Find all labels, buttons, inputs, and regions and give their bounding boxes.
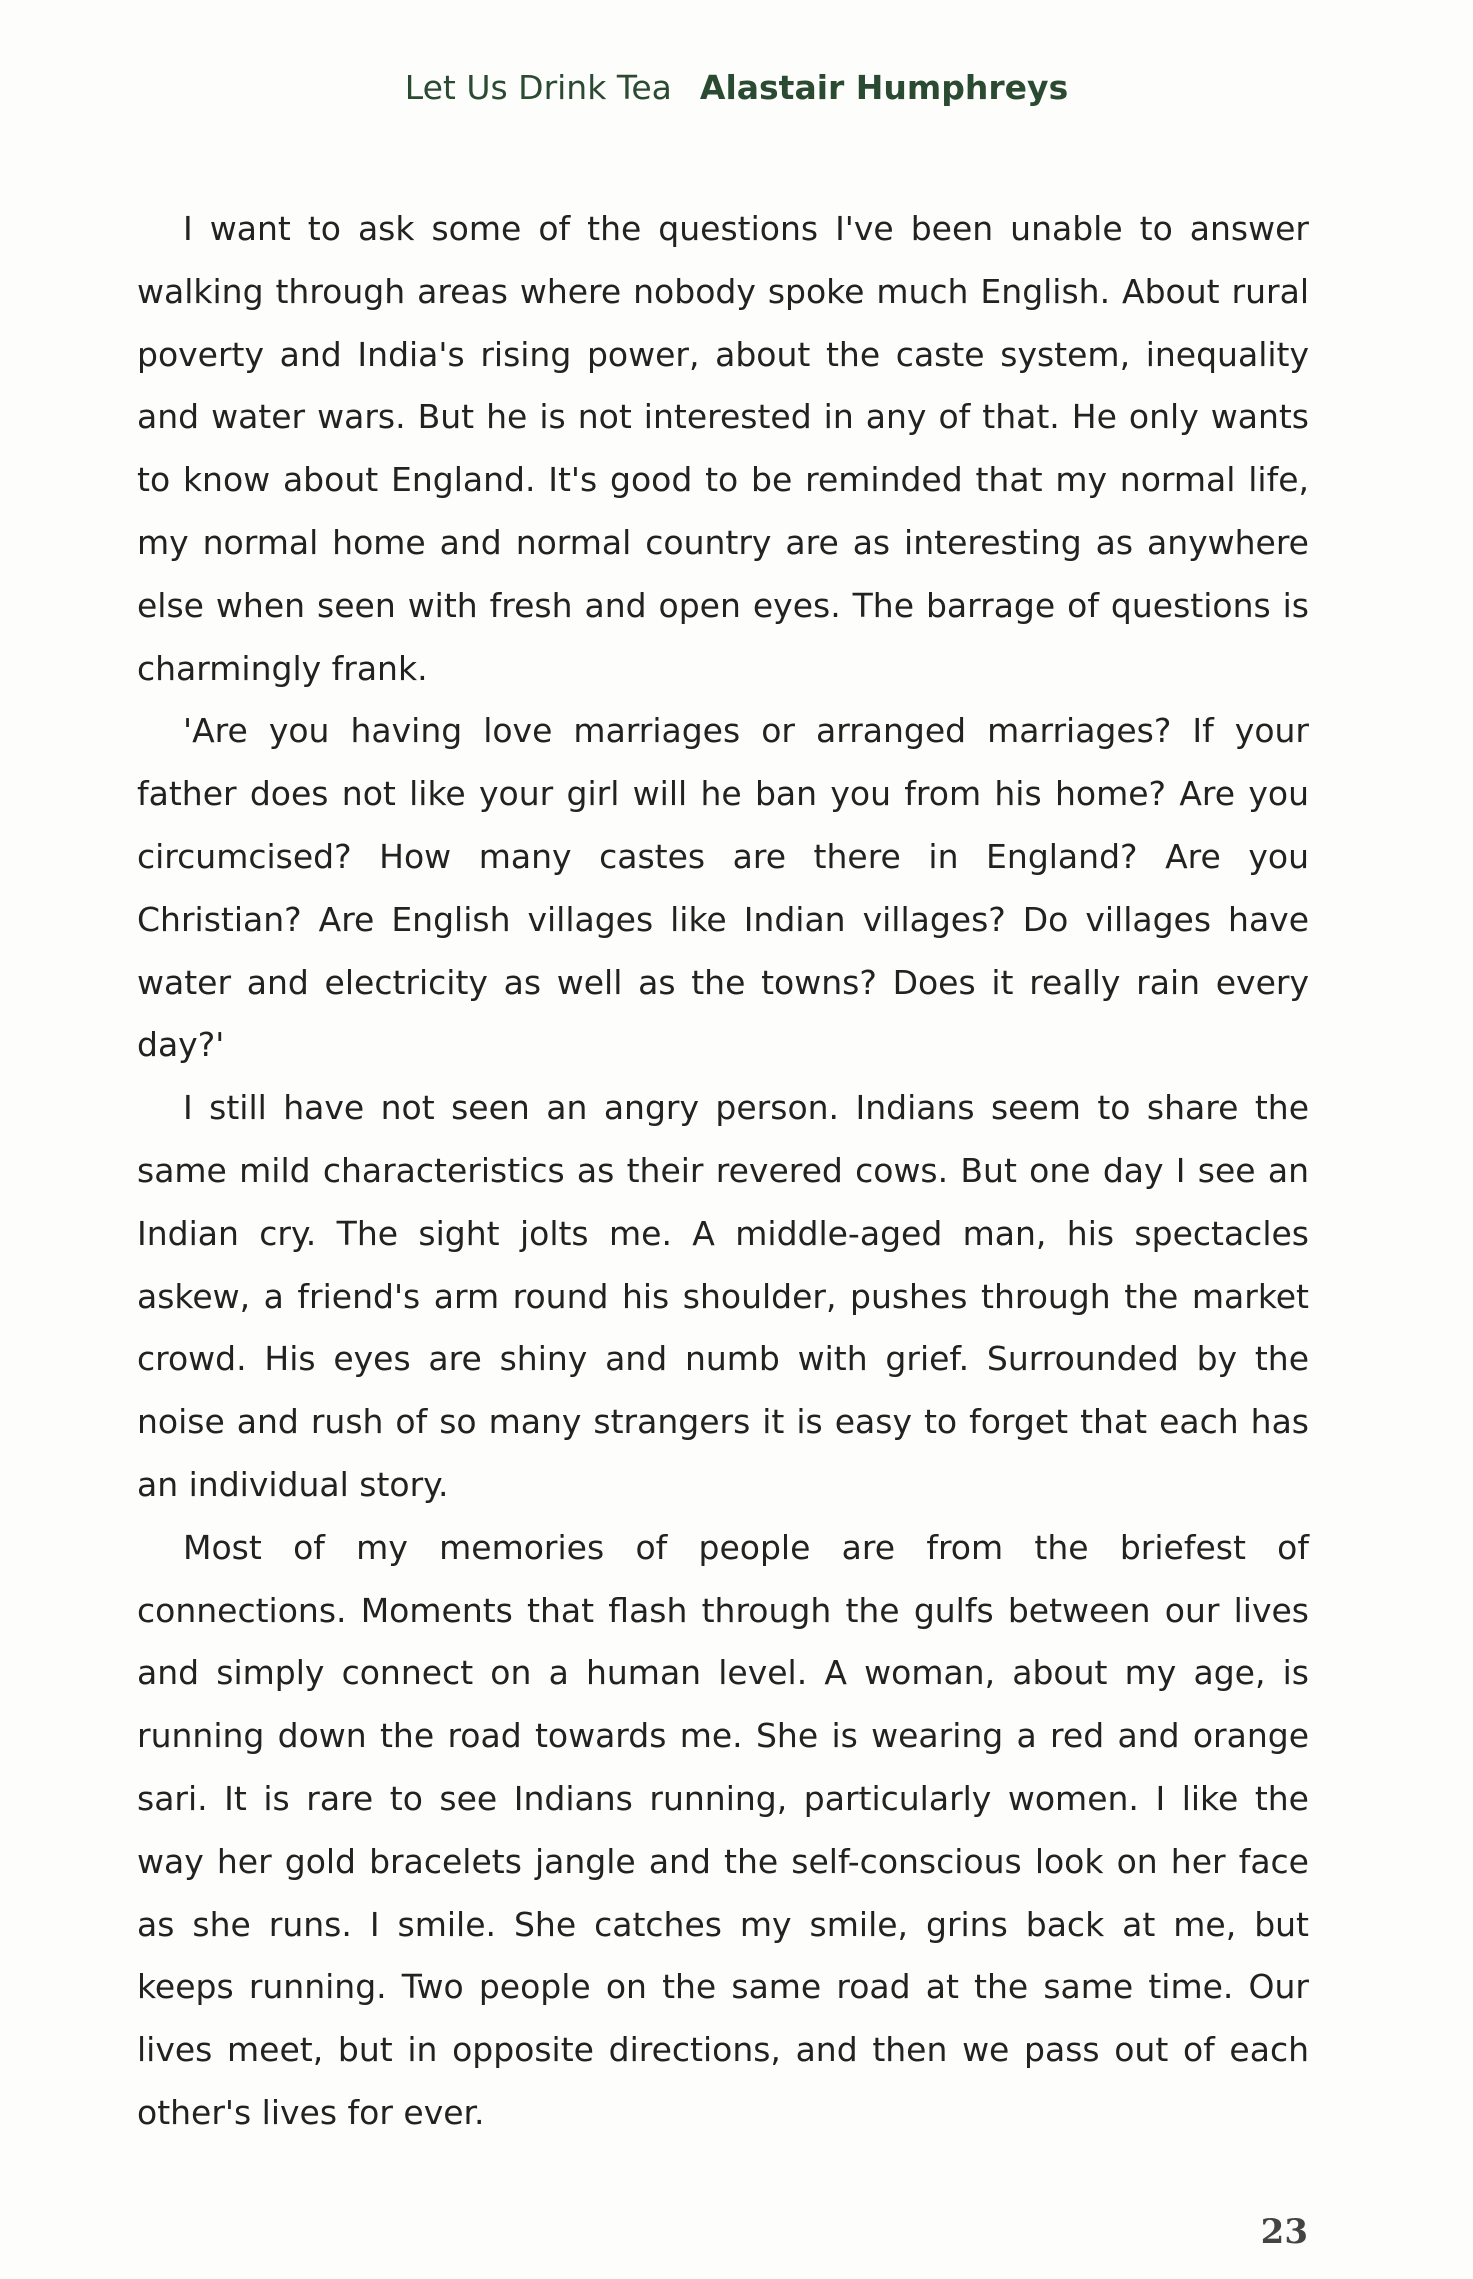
- book-title: Let Us Drink Tea: [404, 68, 672, 107]
- author-name: Alastair Humphreys: [699, 68, 1069, 107]
- paragraph: 'Are you having love marriages or arranged marriages? If your father does not like your girl will he ban you from his home? Are you circumcised? How many castes are there in England? Are you Christian? Are English villages like Indian villages? Do villages have water and electricity as well as the towns? Does it really rain every day?': [137, 711, 1309, 1065]
- page-number: 23: [1260, 2212, 1308, 2252]
- paragraph: Most of my memories of people are from the briefest of connections. Moments that flash through the gulfs between our lives and simply connect on a human level. A woman, about my age, is running down the road towards me. She is wearing a red and orange sari. It is rare to see Indians running, particularly women. I like the way her gold bracelets jangle and the self-conscious look on her face as she runs. I smile. She catches my smile, grins back at me, but keeps running. Two people on the same road at the same time. Our lives meet, but in opposite directions, and then we pass out of each other's lives for ever.: [137, 1527, 1309, 2132]
- paragraph: I still have not seen an angry person. Indians seem to share the same mild characteristics as their revered cows. But one day I see an Indian cry. The sight jolts me. A middle-aged man, his spectacles askew, a friend's arm round his shoulder, pushes through the market crowd. His eyes are shiny and numb with grief. Surrounded by the noise and rush of so many strangers it is easy to forget that each has an individual story.: [137, 1088, 1309, 1504]
- body-text: [137, 198, 1309, 2145]
- paragraph: I want to ask some of the questions I've been unable to answer walking through areas where nobody spoke much English. About rural poverty and India's rising power, about the caste system, inequality and water wars. But he is not interested in any of that. He only wants to know about England. It's good to be reminded that my normal life, my normal home and normal country are as interesting as anywhere else when seen with fresh and open eyes. The barrage of questions is charmingly frank.: [137, 209, 1309, 688]
- running-header: [0, 68, 1473, 107]
